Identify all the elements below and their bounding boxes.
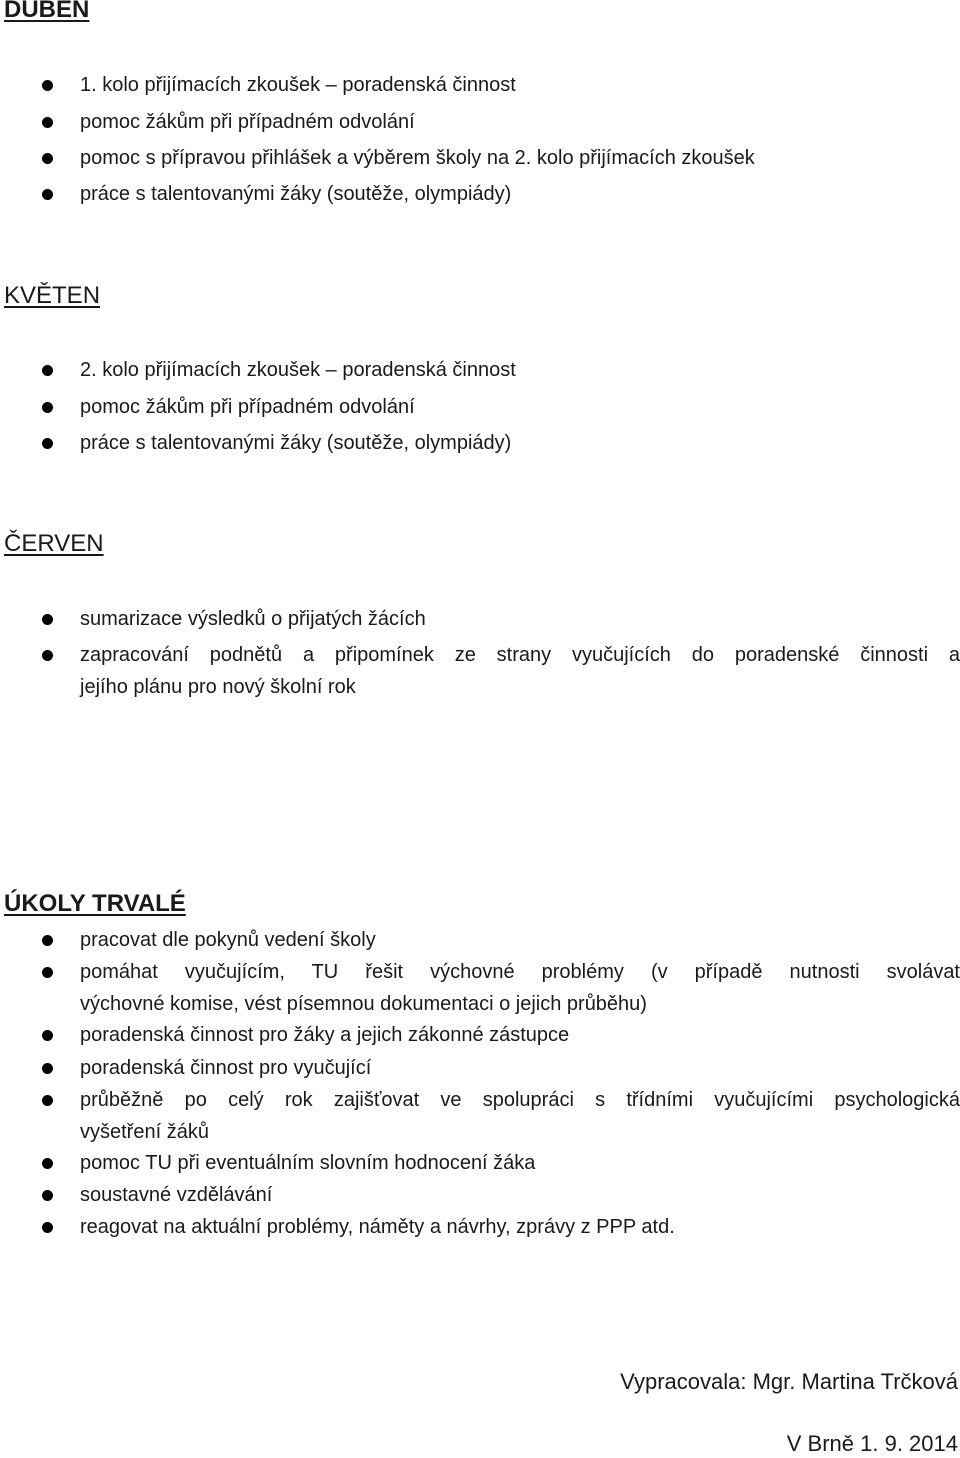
bullet-icon	[42, 614, 53, 625]
bullet-icon	[42, 1222, 53, 1233]
list-item: práce s talentovanými žáky (soutěže, olympiády)	[80, 183, 512, 205]
list-item: poradenská činnost pro vyučující	[80, 1057, 372, 1079]
list-item: pomoc s přípravou přihlášek a výběrem školy na 2. kolo přijímacích zkoušek	[80, 147, 755, 169]
bullet-icon	[42, 935, 53, 946]
heading-cerven: ČERVEN	[4, 530, 104, 557]
bullet-icon	[42, 117, 53, 128]
list-item: soustavné vzdělávání	[80, 1184, 273, 1206]
list-item: pomoc TU při eventuálním slovním hodnocení žáka	[80, 1152, 536, 1174]
list-item: 2. kolo přijímacích zkoušek – poradenská činnost	[80, 359, 516, 381]
bullet-icon	[42, 80, 53, 91]
bullet-icon	[42, 402, 53, 413]
bullet-icon	[42, 153, 53, 164]
list-item: pomoc žákům při případném odvolání	[80, 396, 415, 418]
author-signature: Vypracovala: Mgr. Martina Trčková	[620, 1369, 958, 1394]
heading-kveten: KVĚTEN	[4, 282, 101, 309]
bullet-icon	[42, 365, 53, 376]
list-item: sumarizace výsledků o přijatých žácích	[80, 608, 426, 630]
list-item: práce s talentovanými žáky (soutěže, olympiády)	[80, 432, 512, 454]
bullet-icon	[42, 967, 53, 978]
list-item: reagovat na aktuální problémy, náměty a návrhy, zprávy z PPP atd.	[80, 1216, 675, 1238]
list-item: zapracování podnětů a připomínek ze strany vyučujících do poradenské činnosti a jejího plánu pro nový školní rok	[80, 644, 960, 698]
bullet-icon	[42, 1190, 53, 1201]
list-item: pomoc žákům při případném odvolání	[80, 111, 415, 133]
list-item: poradenská činnost pro žáky a jejich zákonné zástupce	[80, 1024, 570, 1046]
bullet-icon	[42, 1063, 53, 1074]
bullet-icon	[42, 1030, 53, 1041]
heading-ukoly-trvale: ÚKOLY TRVALÉ	[4, 890, 186, 917]
bullet-icon	[42, 650, 53, 661]
bullet-icon	[42, 1158, 53, 1169]
bullet-icon	[42, 1095, 53, 1106]
list-item: 1. kolo přijímacích zkoušek – poradenská činnost	[80, 74, 516, 96]
list-item: pomáhat vyučujícím, TU řešit výchovné problémy (v případě nutnosti svolávat výchovné komise, vést písemnou dokumentaci o jejich průběhu)	[80, 961, 960, 1015]
bullet-icon	[42, 438, 53, 449]
list-item: pracovat dle pokynů vedení školy	[80, 929, 376, 951]
place-date: V Brně 1. 9. 2014	[786, 1431, 958, 1456]
bullet-icon	[42, 189, 53, 200]
list-item: průběžně po celý rok zajišťovat ve spolupráci s třídními vyučujícími psychologická vyšetření žáků	[80, 1089, 960, 1143]
heading-duben: DUBEN	[4, 0, 90, 23]
